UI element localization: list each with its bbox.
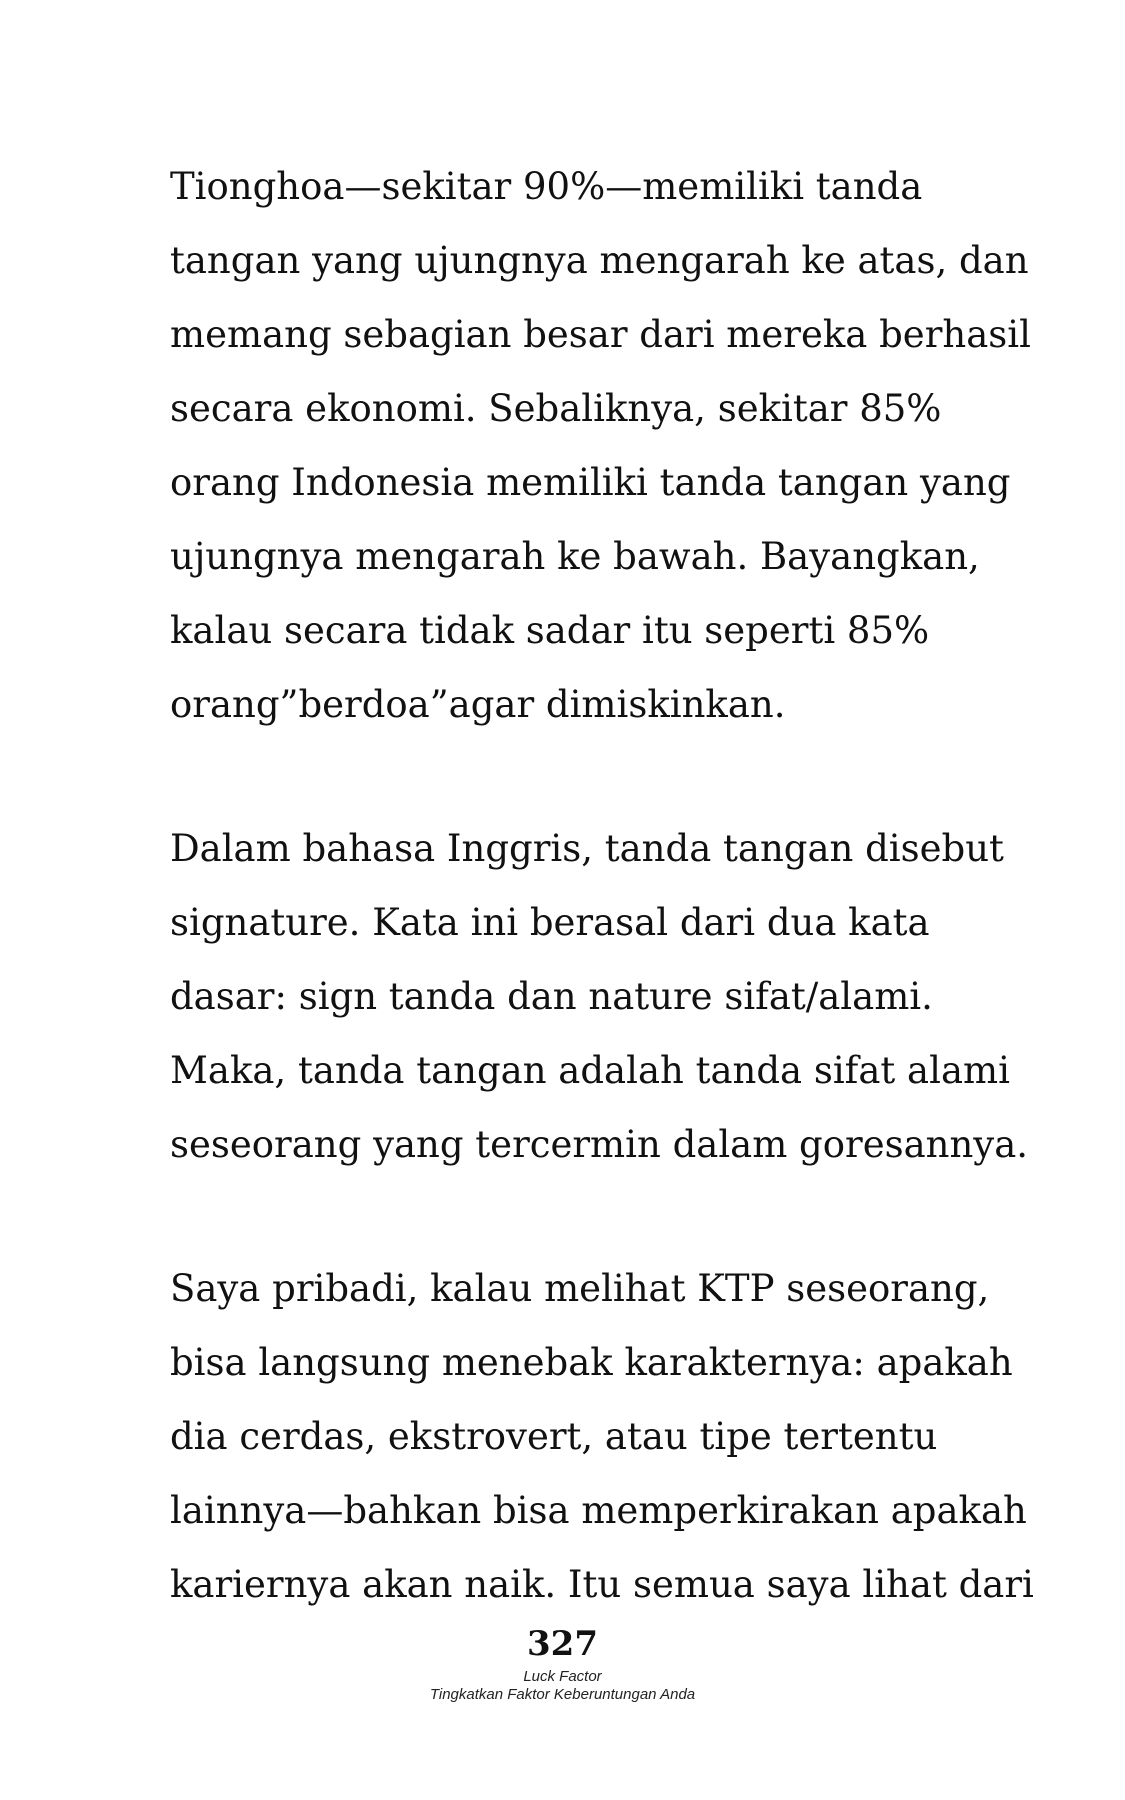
paragraph-spacer [170, 1182, 1020, 1252]
page-number: 327 [527, 1624, 598, 1664]
paragraph-spacer [170, 742, 1020, 812]
text-line: orang Indonesia memiliki tanda tangan yang [170, 461, 1011, 504]
text-line: Tionghoa—sekitar 90%—memiliki tanda [170, 165, 923, 208]
text-line: kalau secara tidak sadar itu seperti 85% [170, 609, 930, 652]
text-line: dia cerdas, ekstrovert, atau tipe tertentu [170, 1415, 938, 1458]
footer-book-title: Luck Factor [523, 1668, 602, 1685]
text-line: bisa langsung menebak karakternya: apakah [170, 1341, 1013, 1384]
text-line: Dalam bahasa Inggris, tanda tangan disebut [170, 827, 1004, 870]
text-line: orang”berdoa”agar dimiskinkan. [170, 683, 786, 726]
text-line: memang sebagian besar dari mereka berhasil [170, 313, 1031, 356]
paragraph-2 [170, 812, 1029, 1182]
text-line: tangan yang ujungnya mengarah ke atas, dan [170, 239, 1029, 282]
text-line: dasar: sign tanda dan nature sifat/alami. [170, 975, 933, 1018]
text-line: signature. Kata ini berasal dari dua kata [170, 901, 930, 944]
text-line: ujungnya mengarah ke bawah. Bayangkan, [170, 535, 980, 578]
footer-book-subtitle: Tingkatkan Faktor Keberuntungan Anda [429, 1686, 696, 1703]
text-line: lainnya—bahkan bisa memperkirakan apakah [170, 1489, 1027, 1532]
paragraph-3 [170, 1252, 1034, 1622]
text-line: Saya pribadi, kalau melihat KTP seseorang, [170, 1267, 990, 1310]
text-line: seseorang yang tercermin dalam goresannya. [170, 1123, 1029, 1166]
body-text [170, 150, 1034, 1622]
text-line: secara ekonomi. Sebaliknya, sekitar 85% [170, 387, 942, 430]
paragraph-1 [170, 150, 1031, 742]
text-line: Maka, tanda tangan adalah tanda sifat alami [170, 1049, 1010, 1092]
text-line: kariernya akan naik. Itu semua saya lihat dari [170, 1563, 1034, 1606]
